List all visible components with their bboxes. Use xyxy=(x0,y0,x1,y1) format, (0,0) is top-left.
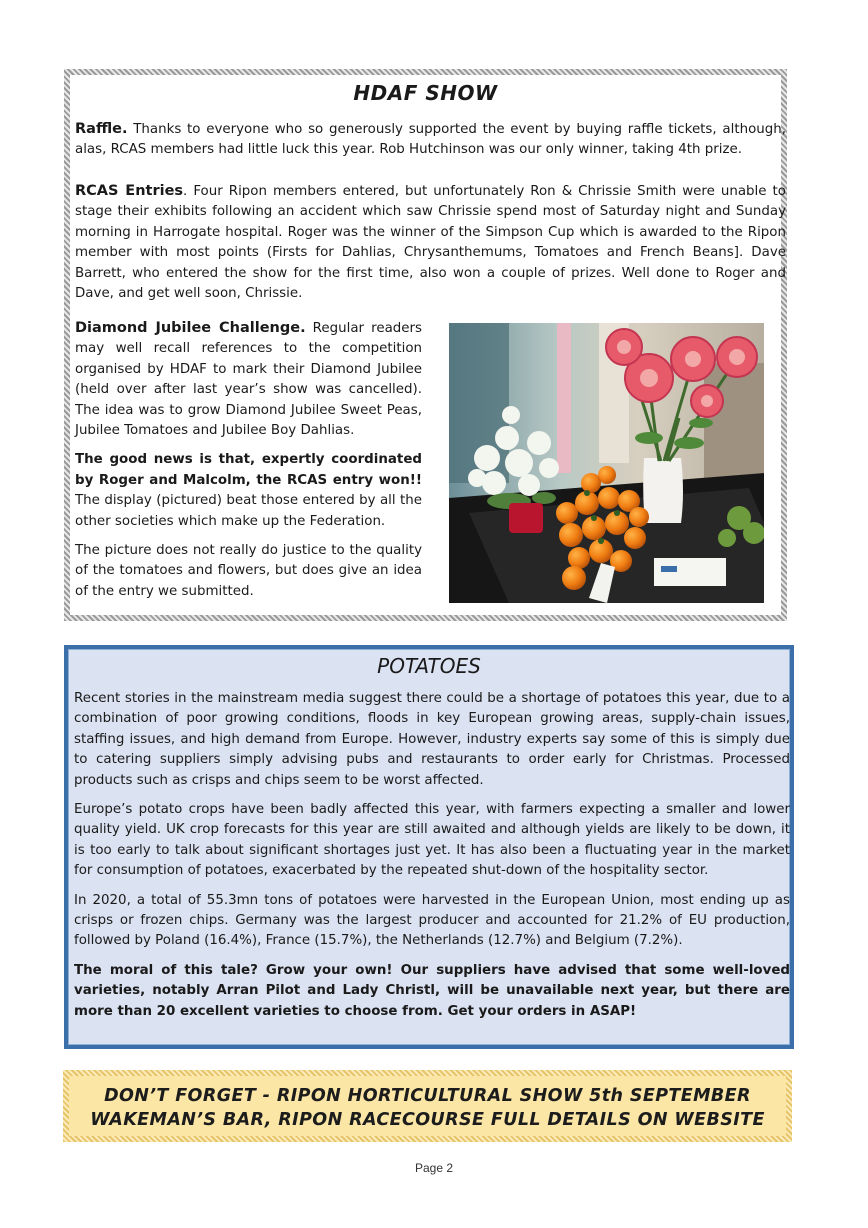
hdaf-title: HDAF SHOW xyxy=(353,81,498,105)
entries-lead: RCAS Entries xyxy=(75,183,184,199)
banner-line-2: WAKEMAN’S BAR, RIPON RACECOURSE FULL DETAILS ON WEBSITE xyxy=(90,1110,765,1130)
picture-text: The picture does not really do justice to the quality of the tomatoes and flowers, but does give an idea of the entry we submitted. xyxy=(75,543,422,599)
potatoes-paragraph-1: Recent stories in the mainstream media suggest there could be a shortage of potatoes this year, due to a combination of poor growing conditions, floods in key European growing areas, supply-chain issues, staffing issues, and high demand from Europe. However, industry experts say some of this is simply due to catering suppliers simply advising pubs and restaurants to order early for Christmas. Processed products such as crisps and chips seem to be worst affected. xyxy=(74,691,790,788)
goodnews-bold: The good news is that, expertly coordinated by Roger and Malcolm, the RCAS entry won!! xyxy=(75,452,422,488)
potatoes-title: POTATOES xyxy=(377,654,481,678)
raffle-paragraph xyxy=(75,119,786,161)
potatoes-body xyxy=(74,689,790,1031)
show-reminder-banner xyxy=(63,1070,792,1142)
entries-text: . Four Ripon members entered, but unfortunately Ron & Chrissie Smith were unable to stage their exhibits following an accident which saw Chrissie spend most of Saturday night and Sunday morning in Harrogate hospital. Roger was the winner of the Simpson Cup which is awarded to the Ripon member with most points (Firsts for Dahlias, Chrysanthemums, Tomatoes and French Beans]. Dave Barrett, who entered the show for the first time, also won a couple of prizes. Well done to Roger and Dave, and get well soon, Chrissie. xyxy=(75,184,786,302)
potatoes-paragraph-3: In 2020, a total of 55.3mn tons of potatoes were harvested in the European Union, most ending up as crisps or frozen chips. Germany was the largest producer and accounted for 21.2% of EU production, followed by Poland (16.4%), France (15.7%), the Netherlands (12.7%) and Belgium (7.2%). xyxy=(74,892,790,949)
raffle-text: Thanks to everyone who so generously supported the event by buying raffle tickets, although, alas, RCAS members had little luck this year. Rob Hutchinson was our only winner, taking 4th prize. xyxy=(75,122,786,158)
potatoes-paragraph-4: The moral of this tale? Grow your own! Our suppliers have advised that some well-loved varieties, notably Arran Pilot and Lady Christl, will be unavailable next year, but there are more than 20 excellent varieties to choose from. Get your orders in ASAP! xyxy=(74,962,790,1019)
potatoes-paragraph-2: Europe’s potato crops have been badly affected this year, with farmers expecting a smaller and lower quality yield. UK crop forecasts for this year are still awaited and although yields are likely to be down, it is too early to talk about significant shortages just yet. It has also been a fluctuating year in the market for consumption of potatoes, exacerbated by the repeated shut-down of the hospitality sector. xyxy=(74,802,790,879)
entries-paragraph xyxy=(75,181,786,304)
goodnews-text: The display (pictured) beat those entered by all the other societies which make up the Federation. xyxy=(75,493,422,529)
jubilee-display-photo xyxy=(449,323,764,603)
jubilee-column xyxy=(75,318,422,611)
jubilee-lead: Diamond Jubilee Challenge. xyxy=(75,320,306,336)
banner-line-1: DON’T FORGET - RIPON HORTICULTURAL SHOW 5th SEPTEMBER xyxy=(104,1086,751,1106)
page-number: Page 2 xyxy=(414,1161,454,1175)
potatoes-box xyxy=(64,645,794,1049)
raffle-lead: Raffle. xyxy=(75,121,128,137)
jubilee-text: Regular readers may well recall references to the competition organised by HDAF to mark their Diamond Jubilee (held over after last year’s show was cancelled). The idea was to grow Diamond Jubilee Sweet Peas, Jubilee Tomatoes and Jubilee Boy Dahlias. xyxy=(75,321,422,439)
